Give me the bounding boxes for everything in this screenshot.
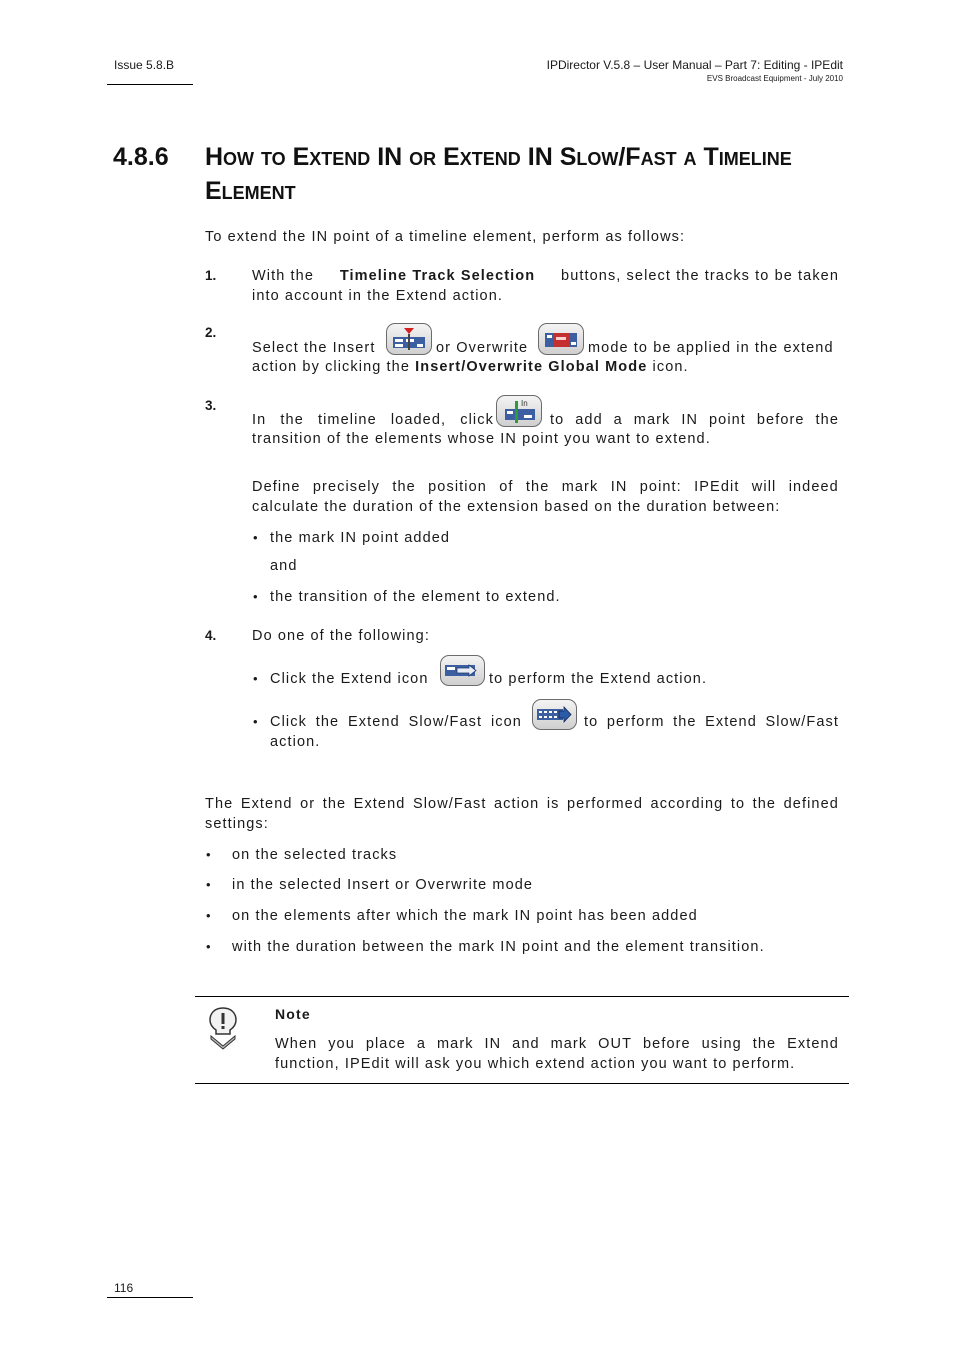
list-item: in the selected Insert or Overwrite mode	[232, 877, 534, 893]
word: is	[546, 796, 560, 812]
word: OUT	[598, 1036, 633, 1052]
text-span: With the	[252, 268, 314, 284]
word: a	[416, 1036, 427, 1052]
footer-rule	[107, 1297, 193, 1298]
step-4-bullet-2-line-2: action.	[270, 734, 321, 750]
word: Extend	[787, 1036, 839, 1052]
word: Extend	[705, 714, 757, 730]
text-line: settings:	[205, 816, 269, 832]
word: you	[328, 1036, 355, 1052]
word: a	[613, 412, 623, 428]
step-2-text-a: Select the Insert	[252, 340, 376, 356]
bullet-dot: •	[253, 530, 258, 545]
word: mark	[550, 1036, 588, 1052]
step-4-text: Do one of the following:	[252, 628, 430, 644]
justified-line	[205, 794, 839, 814]
note-bottom-rule	[195, 1083, 849, 1084]
justified-line	[252, 477, 839, 497]
word: Slow/Fast	[408, 714, 483, 730]
word: to	[730, 796, 746, 812]
word: In	[252, 412, 267, 428]
word: Slow/Fast	[412, 796, 487, 812]
step-4-bullet-2-post	[584, 712, 839, 732]
word: the	[815, 412, 839, 428]
word: the	[525, 479, 550, 495]
extend-icon	[440, 655, 485, 686]
step-2-text-b: or Overwrite	[436, 340, 529, 356]
step-number: 4.	[205, 628, 217, 643]
word: and	[512, 1036, 540, 1052]
word: the	[752, 796, 777, 812]
bullet-dot: •	[206, 877, 211, 892]
word: When	[275, 1036, 318, 1052]
mark-in-label: In	[521, 399, 528, 408]
step-3-text-a	[252, 410, 494, 430]
note-title: Note	[275, 1006, 311, 1022]
and-text: and	[270, 558, 298, 574]
word: place	[365, 1036, 406, 1052]
word: Define	[252, 479, 301, 495]
issue-label: Issue 5.8.B	[114, 58, 175, 72]
mark-in-icon	[496, 395, 542, 427]
manual-title: IPDirector V.5.8 – User Manual – Part 7: Editing - IPEdit	[546, 58, 843, 72]
bullet-dot: •	[253, 714, 258, 729]
bullet-dot: •	[253, 671, 258, 686]
list-item: with the duration between the mark IN point and the element transition.	[232, 939, 765, 955]
text-line: into account in the Extend action.	[252, 288, 504, 304]
step-2-text-c: mode to be applied in the extend	[588, 340, 834, 356]
word: mark	[437, 1036, 474, 1052]
word: will	[751, 479, 777, 495]
page-number: 116	[114, 1281, 134, 1295]
word: before	[756, 412, 805, 428]
ui-term: Timeline Track Selection	[339, 268, 536, 284]
word: to	[584, 714, 599, 730]
list-item: on the selected tracks	[232, 847, 398, 863]
word: defined	[783, 796, 839, 812]
word: Click	[270, 714, 307, 730]
bullet-dot: •	[253, 589, 258, 604]
text-span: buttons, select the tracks to be taken	[561, 268, 839, 284]
step-number: 2.	[205, 325, 217, 340]
section-title: How to Extend IN or Extend IN Slow/Fast a Timeline Element	[205, 143, 792, 205]
word: action	[494, 796, 540, 812]
note-top-rule	[195, 996, 849, 997]
word: to	[550, 412, 565, 428]
insert-mode-icon	[386, 323, 432, 355]
word: Extend	[348, 714, 400, 730]
list-item: the mark IN point added	[270, 530, 451, 546]
word: click	[460, 412, 494, 428]
word: point	[708, 412, 746, 428]
list-item: on the elements after which the mark IN point has been added	[232, 908, 698, 924]
text-line: function, IPEdit will ask you which extend action you want to perform.	[275, 1056, 796, 1072]
word: add	[575, 412, 603, 428]
bullet-dot: •	[206, 939, 211, 954]
step-4-bullet-1-pre: Click the Extend icon	[270, 671, 429, 687]
spaced-line	[584, 712, 839, 732]
spaced-line	[270, 712, 522, 732]
text-span: icon.	[652, 359, 689, 375]
word: precisely	[312, 479, 380, 495]
header-rule	[107, 84, 193, 85]
bullet-dot: •	[206, 847, 211, 862]
bullet-dot: •	[206, 908, 211, 923]
step-1-text	[252, 266, 839, 306]
word: timeline	[317, 412, 377, 428]
text-line: calculate the duration of the extension based on the duration between:	[252, 499, 781, 515]
word: the	[280, 412, 304, 428]
overwrite-mode-icon	[538, 323, 584, 355]
word: performed	[567, 796, 644, 812]
word: Extend	[353, 796, 406, 812]
word: icon	[490, 714, 522, 730]
section-number: 4.8.6	[113, 143, 169, 171]
word: according	[650, 796, 724, 812]
word: the	[392, 479, 416, 495]
word: IPEdit	[694, 479, 740, 495]
word: mark	[633, 412, 671, 428]
step-number: 3.	[205, 398, 217, 413]
step-3-paragraph	[252, 477, 839, 517]
word: point:	[639, 479, 682, 495]
word: IN	[484, 1036, 502, 1052]
justified-line	[275, 1034, 839, 1054]
list-item: the transition of the element to extend.	[270, 589, 561, 605]
step-3-text-b	[550, 410, 839, 430]
word: Extend	[240, 796, 293, 812]
word: the	[322, 796, 347, 812]
word: using	[701, 1036, 742, 1052]
word: the	[315, 714, 340, 730]
word: loaded,	[390, 412, 447, 428]
step-2-line-2	[252, 357, 689, 377]
step-1-line	[252, 266, 839, 286]
word: the	[673, 714, 697, 730]
word: Slow/Fast	[765, 714, 839, 730]
word: the	[752, 1036, 777, 1052]
word: of	[499, 479, 514, 495]
outro-paragraph	[205, 794, 839, 834]
word: before	[642, 1036, 691, 1052]
spaced-line	[252, 410, 494, 430]
word: perform	[606, 714, 665, 730]
step-number: 1.	[205, 268, 217, 283]
extend-slow-fast-icon	[532, 699, 577, 730]
word: mark	[561, 479, 599, 495]
word: IN	[610, 479, 628, 495]
word: indeed	[788, 479, 839, 495]
page-header	[547, 58, 843, 83]
publisher-date: EVS Broadcast Equipment - July 2010	[706, 74, 843, 83]
word: position	[428, 479, 487, 495]
text-span: action by clicking the	[252, 359, 410, 375]
spaced-line	[550, 410, 839, 430]
step-4-bullet-2-pre	[270, 712, 522, 732]
intro-text: To extend the IN point of a timeline element, perform as follows:	[205, 229, 686, 245]
word: IN	[681, 412, 699, 428]
step-3-line-2: transition of the elements whose IN point you want to extend.	[252, 431, 711, 447]
note-icon	[205, 1006, 241, 1050]
step-4-bullet-1-post: to perform the Extend action.	[489, 671, 708, 687]
ui-term: Insert/Overwrite Global Mode	[415, 359, 648, 375]
note-text	[275, 1034, 839, 1074]
word: The	[205, 796, 234, 812]
word: or	[300, 796, 316, 812]
